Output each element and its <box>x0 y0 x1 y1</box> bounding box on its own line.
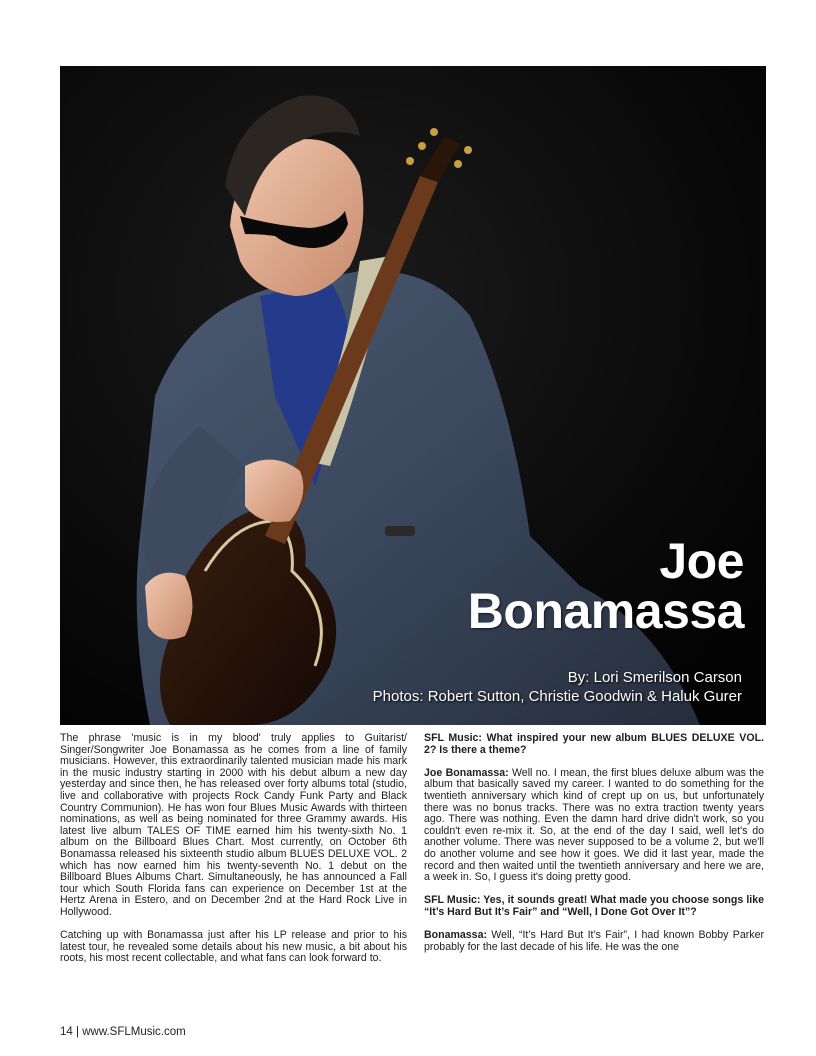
answer-1-speaker: Joe Bonamassa: <box>424 766 509 779</box>
answer-1-text: Well no. I mean, the first blues deluxe album was the album that basically saved my career. I wanted to do something for the twentieth anniversary which kind of crept up on us, but unfortunately there was no bonus tracks. There was no extra traction twenty years ago. There was nothing. Even the damn hard drive didn't work, so you couldn't even re-mix it. So, at the end of the day I said, well let's do another volume. There was never supposed to be a volume 2, but we'll do another volume and see how it goes. We did it last year, made the record and then waited until the twentieth anniversary and here we are, a week in. So, I guess it's doing pretty good. <box>424 766 764 884</box>
answer-2-speaker: Bonamassa: <box>424 929 487 942</box>
credits <box>373 668 742 706</box>
question-1: SFL Music: What inspired your new album BLUES DELUXE VOL. 2? Is there a theme? <box>424 732 764 756</box>
author-byline: By: Lori Smerilson Carson <box>567 669 742 686</box>
hero-photo <box>60 66 766 725</box>
photo-credits: Photos: Robert Sutton, Christie Goodwin & Haluk Gurer <box>372 688 742 705</box>
page-footer <box>60 1026 186 1038</box>
body-column-right <box>424 733 764 965</box>
page-number: 14 <box>60 1026 73 1038</box>
footer-separator: | <box>76 1026 79 1038</box>
intro-paragraph: The phrase 'music is in my blood' truly applies to Guitarist/ Singer/Songwriter Joe Bonamassa as he comes from a line of family musicians. However, this extraordinarily talented musician made his mark in the music industry starting in 2000 with his debut album a new day yesterday and since then, he has released over forty albums total (studio, live and collaborative with projects Rock Candy Funk Party and Black Country Communion). He has won four Blues Music Awards with thirteen nominations, as well as being nominated for three Grammy awards. His latest live album TALES OF TIME earned him his twenty-sixth No. 1 album on the Billboard Blues Chart. Most currently, on October 6th Bonamassa released his sixteenth studio album BLUES DELUXE VOL. 2 which has now earned him his twenty-seventh No. 1 debut on the Billboard Blues Albums Chart. Simultaneously, he has announced a Fall tour which South Florida fans can experience on December 1st at the Hertz Arena in Estero, and on December 2nd at the Hard Rock Live in Hollywood. <box>60 732 407 918</box>
article-title <box>467 533 744 639</box>
answer-2 <box>424 930 764 953</box>
title-last-name: Bonamassa <box>467 583 744 639</box>
answer-1 <box>424 768 764 884</box>
footer-website: www.SFLMusic.com <box>82 1026 186 1038</box>
second-paragraph: Catching up with Bonamassa just after his LP release and prior to his latest tour, he revealed some details about his new music, a bit about his roots, his most recent collectable, and what fans can look forward to. <box>60 929 407 965</box>
answer-2-text: Well, “It’s Hard But It’s Fair”, I had known Bobby Parker probably for the last decade of his life. He was the one <box>424 929 764 953</box>
question-2: SFL Music: Yes, it sounds great! What made you choose songs like “It’s Hard But It’s Fair” and “Well, I Done Got Over It”? <box>424 894 764 918</box>
title-first-name: Joe <box>659 533 744 589</box>
body-column-left <box>60 733 407 976</box>
